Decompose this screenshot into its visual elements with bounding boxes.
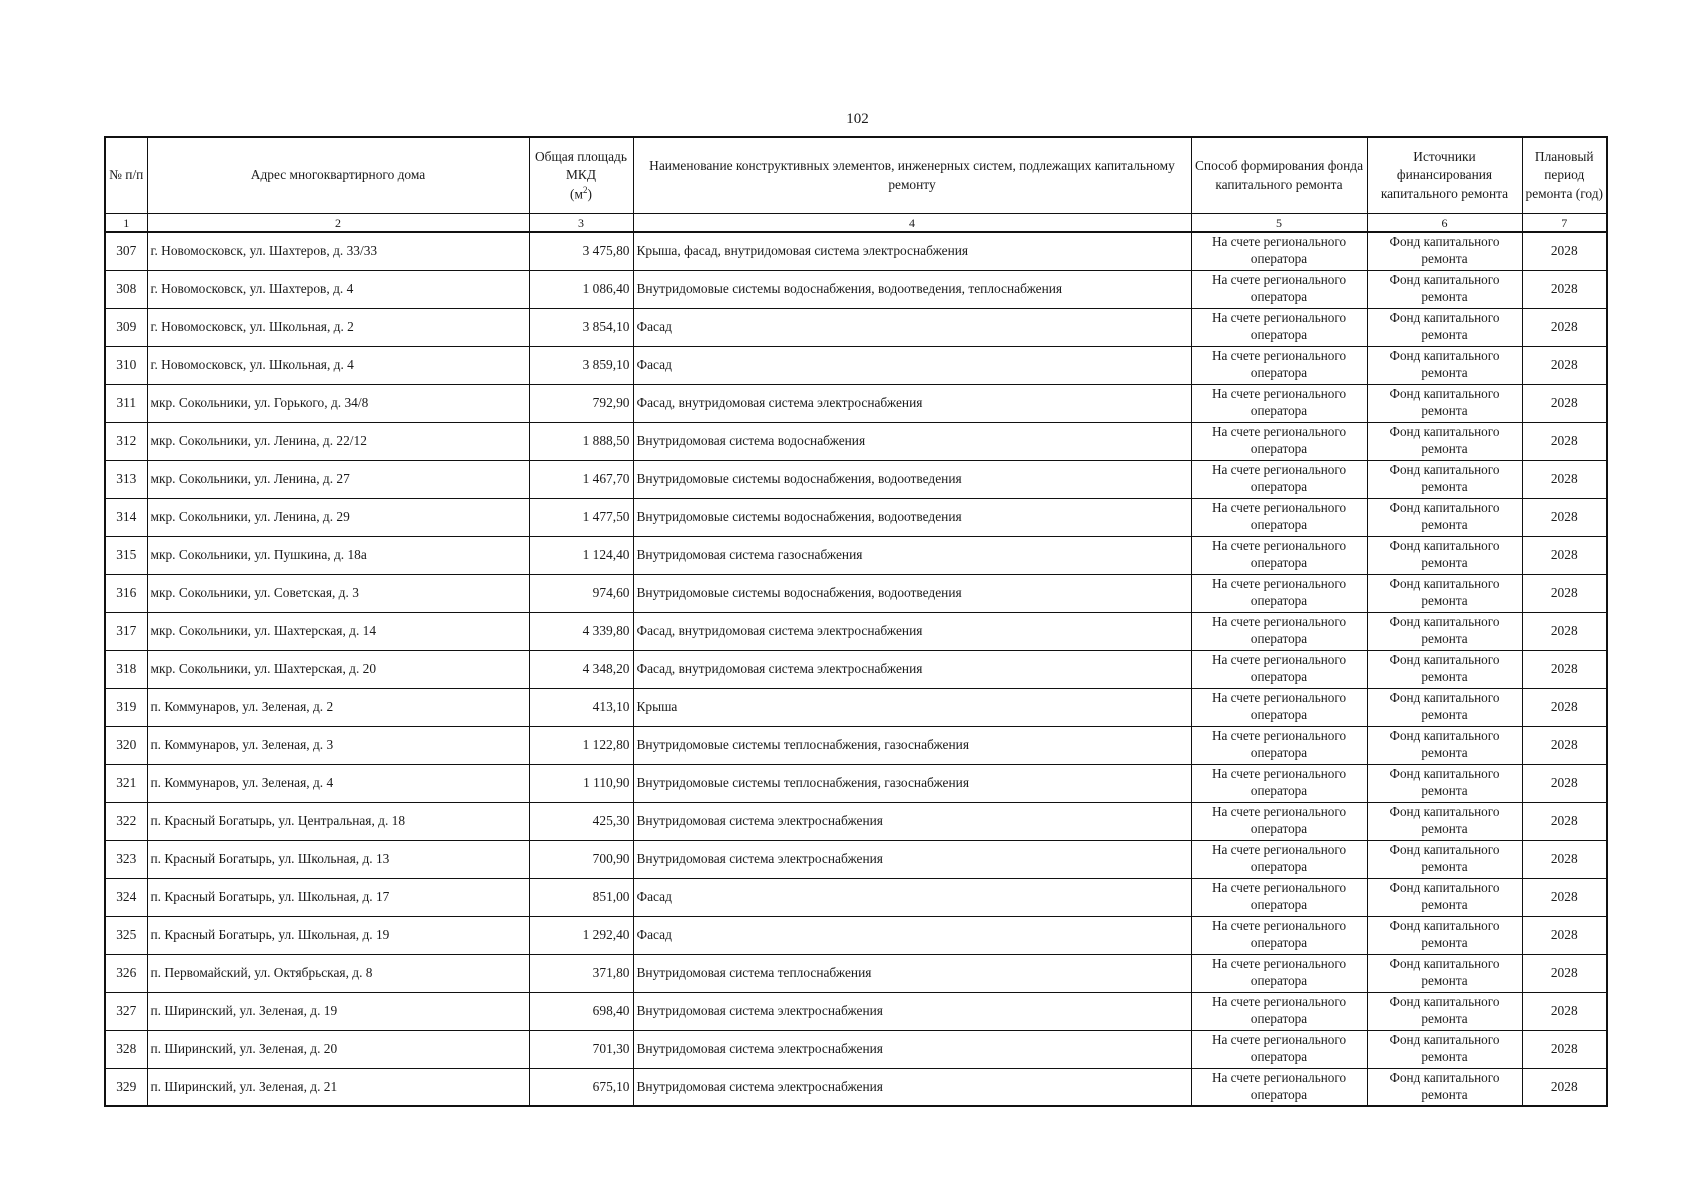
table-row	[105, 954, 1607, 992]
row-number: 309	[105, 308, 147, 346]
row-funding-source: Фонд капитального ремонта	[1367, 422, 1522, 460]
row-fund-method: На счете регионального оператора	[1191, 460, 1367, 498]
row-area: 3 475,80	[529, 232, 633, 270]
row-planned-year: 2028	[1522, 460, 1607, 498]
row-number: 322	[105, 802, 147, 840]
row-fund-method: На счете регионального оператора	[1191, 688, 1367, 726]
row-funding-source: Фонд капитального ремонта	[1367, 1030, 1522, 1068]
capital-repair-table	[104, 136, 1608, 1107]
row-address: мкр. Сокольники, ул. Советская, д. 3	[147, 574, 529, 612]
row-elements: Внутридомовые системы теплоснабжения, газоснабжения	[633, 726, 1191, 764]
row-area: 700,90	[529, 840, 633, 878]
row-area: 1 110,90	[529, 764, 633, 802]
header-fund-method: Способ формирования фонда капитального ремонта	[1191, 137, 1367, 214]
table-row	[105, 802, 1607, 840]
row-fund-method: На счете регионального оператора	[1191, 270, 1367, 308]
row-area: 1 467,70	[529, 460, 633, 498]
row-address: г. Новомосковск, ул. Шахтеров, д. 4	[147, 270, 529, 308]
table-row	[105, 916, 1607, 954]
row-funding-source: Фонд капитального ремонта	[1367, 916, 1522, 954]
row-elements: Внутридомовая система водоснабжения	[633, 422, 1191, 460]
row-number: 313	[105, 460, 147, 498]
row-elements: Внутридомовая система электроснабжения	[633, 1030, 1191, 1068]
row-elements: Фасад	[633, 346, 1191, 384]
row-number: 316	[105, 574, 147, 612]
row-elements: Крыша, фасад, внутридомовая система электроснабжения	[633, 232, 1191, 270]
row-planned-year: 2028	[1522, 384, 1607, 422]
table-row	[105, 498, 1607, 536]
row-number: 312	[105, 422, 147, 460]
row-fund-method: На счете регионального оператора	[1191, 498, 1367, 536]
table-row	[105, 308, 1607, 346]
page-number: 102	[846, 111, 869, 127]
row-planned-year: 2028	[1522, 270, 1607, 308]
row-number: 323	[105, 840, 147, 878]
row-area: 1 477,50	[529, 498, 633, 536]
row-elements: Фасад, внутридомовая система электроснабжения	[633, 650, 1191, 688]
row-elements: Фасад, внутридомовая система электроснабжения	[633, 612, 1191, 650]
header-num: № п/п	[105, 137, 147, 214]
table-row	[105, 346, 1607, 384]
row-fund-method: На счете регионального оператора	[1191, 916, 1367, 954]
row-funding-source: Фонд капитального ремонта	[1367, 802, 1522, 840]
row-address: п. Красный Богатырь, ул. Школьная, д. 13	[147, 840, 529, 878]
row-fund-method: На счете регионального оператора	[1191, 840, 1367, 878]
row-planned-year: 2028	[1522, 840, 1607, 878]
row-area: 1 122,80	[529, 726, 633, 764]
row-funding-source: Фонд капитального ремонта	[1367, 346, 1522, 384]
row-number: 327	[105, 992, 147, 1030]
row-area: 4 339,80	[529, 612, 633, 650]
row-planned-year: 2028	[1522, 802, 1607, 840]
row-fund-method: На счете регионального оператора	[1191, 650, 1367, 688]
row-address: п. Красный Богатырь, ул. Школьная, д. 17	[147, 878, 529, 916]
row-planned-year: 2028	[1522, 954, 1607, 992]
table-row	[105, 384, 1607, 422]
row-area: 3 859,10	[529, 346, 633, 384]
row-fund-method: На счете регионального оператора	[1191, 726, 1367, 764]
table-row	[105, 992, 1607, 1030]
row-elements: Фасад, внутридомовая система электроснабжения	[633, 384, 1191, 422]
row-planned-year: 2028	[1522, 346, 1607, 384]
row-elements: Внутридомовые системы водоснабжения, водоотведения	[633, 460, 1191, 498]
table-row	[105, 422, 1607, 460]
row-number: 326	[105, 954, 147, 992]
row-funding-source: Фонд капитального ремонта	[1367, 232, 1522, 270]
row-planned-year: 2028	[1522, 422, 1607, 460]
row-planned-year: 2028	[1522, 726, 1607, 764]
row-fund-method: На счете регионального оператора	[1191, 802, 1367, 840]
row-fund-method: На счете регионального оператора	[1191, 384, 1367, 422]
row-address: г. Новомосковск, ул. Школьная, д. 2	[147, 308, 529, 346]
row-number: 318	[105, 650, 147, 688]
row-address: г. Новомосковск, ул. Школьная, д. 4	[147, 346, 529, 384]
row-planned-year: 2028	[1522, 1068, 1607, 1106]
row-planned-year: 2028	[1522, 992, 1607, 1030]
row-funding-source: Фонд капитального ремонта	[1367, 498, 1522, 536]
row-area: 371,80	[529, 954, 633, 992]
row-planned-year: 2028	[1522, 574, 1607, 612]
row-address: п. Красный Богатырь, ул. Центральная, д. 18	[147, 802, 529, 840]
row-funding-source: Фонд капитального ремонта	[1367, 1068, 1522, 1106]
header-area-unit-base: (м	[570, 186, 583, 202]
table-row	[105, 878, 1607, 916]
row-planned-year: 2028	[1522, 764, 1607, 802]
row-elements: Внутридомовая система газоснабжения	[633, 536, 1191, 574]
column-number-row	[105, 214, 1607, 233]
row-area: 1 292,40	[529, 916, 633, 954]
table-row	[105, 688, 1607, 726]
header-period: Плановый период ремонта (год)	[1522, 137, 1607, 214]
row-address: мкр. Сокольники, ул. Горького, д. 34/8	[147, 384, 529, 422]
row-funding-source: Фонд капитального ремонта	[1367, 612, 1522, 650]
row-planned-year: 2028	[1522, 232, 1607, 270]
row-number: 329	[105, 1068, 147, 1106]
row-area: 4 348,20	[529, 650, 633, 688]
row-number: 325	[105, 916, 147, 954]
table-row	[105, 270, 1607, 308]
row-number: 319	[105, 688, 147, 726]
table-row	[105, 232, 1607, 270]
row-number: 314	[105, 498, 147, 536]
row-area: 1 124,40	[529, 536, 633, 574]
header-area	[529, 137, 633, 214]
table-row	[105, 650, 1607, 688]
row-address: п. Первомайский, ул. Октябрьская, д. 8	[147, 954, 529, 992]
row-elements: Внутридомовые системы водоснабжения, водоотведения, теплоснабжения	[633, 270, 1191, 308]
header-address: Адрес многоквартирного дома	[147, 137, 529, 214]
row-number: 308	[105, 270, 147, 308]
table-body	[105, 232, 1607, 1106]
row-area: 425,30	[529, 802, 633, 840]
table-header-row	[105, 137, 1607, 214]
row-elements: Внутридомовая система теплоснабжения	[633, 954, 1191, 992]
table-row	[105, 612, 1607, 650]
row-funding-source: Фонд капитального ремонта	[1367, 878, 1522, 916]
row-address: мкр. Сокольники, ул. Ленина, д. 27	[147, 460, 529, 498]
row-planned-year: 2028	[1522, 498, 1607, 536]
table-row	[105, 1030, 1607, 1068]
row-elements: Фасад	[633, 308, 1191, 346]
row-elements: Крыша	[633, 688, 1191, 726]
row-elements: Внутридомовая система электроснабжения	[633, 840, 1191, 878]
column-number: 1	[105, 214, 147, 233]
row-planned-year: 2028	[1522, 688, 1607, 726]
row-number: 310	[105, 346, 147, 384]
row-elements: Внутридомовая система электроснабжения	[633, 802, 1191, 840]
row-address: мкр. Сокольники, ул. Пушкина, д. 18а	[147, 536, 529, 574]
header-area-unit-close: )	[587, 186, 592, 202]
row-area: 1 086,40	[529, 270, 633, 308]
row-elements: Внутридомовые системы водоснабжения, водоотведения	[633, 574, 1191, 612]
row-planned-year: 2028	[1522, 536, 1607, 574]
header-elements: Наименование конструктивных элементов, инженерных систем, подлежащих капитальному ремонту	[633, 137, 1191, 214]
row-fund-method: На счете регионального оператора	[1191, 422, 1367, 460]
row-area: 701,30	[529, 1030, 633, 1068]
row-fund-method: На счете регионального оператора	[1191, 992, 1367, 1030]
row-address: мкр. Сокольники, ул. Ленина, д. 29	[147, 498, 529, 536]
header-sources: Источники финансирования капитального ремонта	[1367, 137, 1522, 214]
row-area: 974,60	[529, 574, 633, 612]
row-area: 3 854,10	[529, 308, 633, 346]
row-address: г. Новомосковск, ул. Шахтеров, д. 33/33	[147, 232, 529, 270]
row-funding-source: Фонд капитального ремонта	[1367, 270, 1522, 308]
table-row	[105, 764, 1607, 802]
row-fund-method: На счете регионального оператора	[1191, 1030, 1367, 1068]
row-address: п. Ширинский, ул. Зеленая, д. 21	[147, 1068, 529, 1106]
row-planned-year: 2028	[1522, 916, 1607, 954]
row-address: п. Ширинский, ул. Зеленая, д. 20	[147, 1030, 529, 1068]
table-row	[105, 840, 1607, 878]
row-elements: Фасад	[633, 916, 1191, 954]
row-fund-method: На счете регионального оператора	[1191, 536, 1367, 574]
table-row	[105, 536, 1607, 574]
row-area: 792,90	[529, 384, 633, 422]
row-elements: Внутридомовые системы водоснабжения, водоотведения	[633, 498, 1191, 536]
row-number: 311	[105, 384, 147, 422]
row-planned-year: 2028	[1522, 650, 1607, 688]
row-address: мкр. Сокольники, ул. Шахтерская, д. 20	[147, 650, 529, 688]
row-funding-source: Фонд капитального ремонта	[1367, 536, 1522, 574]
table-row	[105, 726, 1607, 764]
row-number: 324	[105, 878, 147, 916]
row-area: 413,10	[529, 688, 633, 726]
row-address: п. Коммунаров, ул. Зеленая, д. 3	[147, 726, 529, 764]
row-address: п. Ширинский, ул. Зеленая, д. 19	[147, 992, 529, 1030]
row-funding-source: Фонд капитального ремонта	[1367, 460, 1522, 498]
row-address: п. Коммунаров, ул. Зеленая, д. 4	[147, 764, 529, 802]
column-number: 5	[1191, 214, 1367, 233]
row-number: 317	[105, 612, 147, 650]
row-fund-method: На счете регионального оператора	[1191, 878, 1367, 916]
row-elements: Внутридомовая система электроснабжения	[633, 992, 1191, 1030]
row-funding-source: Фонд капитального ремонта	[1367, 954, 1522, 992]
header-area-label: Общая площадь МКД	[535, 148, 627, 182]
row-number: 307	[105, 232, 147, 270]
row-address: мкр. Сокольники, ул. Шахтерская, д. 14	[147, 612, 529, 650]
row-number: 315	[105, 536, 147, 574]
row-area: 698,40	[529, 992, 633, 1030]
table-row	[105, 574, 1607, 612]
row-planned-year: 2028	[1522, 878, 1607, 916]
row-area: 675,10	[529, 1068, 633, 1106]
row-funding-source: Фонд капитального ремонта	[1367, 384, 1522, 422]
row-fund-method: На счете регионального оператора	[1191, 612, 1367, 650]
row-number: 328	[105, 1030, 147, 1068]
row-number: 321	[105, 764, 147, 802]
row-fund-method: На счете регионального оператора	[1191, 1068, 1367, 1106]
row-elements: Фасад	[633, 878, 1191, 916]
row-funding-source: Фонд капитального ремонта	[1367, 574, 1522, 612]
row-elements: Внутридомовые системы теплоснабжения, газоснабжения	[633, 764, 1191, 802]
row-funding-source: Фонд капитального ремонта	[1367, 308, 1522, 346]
row-fund-method: На счете регионального оператора	[1191, 954, 1367, 992]
row-funding-source: Фонд капитального ремонта	[1367, 764, 1522, 802]
row-funding-source: Фонд капитального ремонта	[1367, 688, 1522, 726]
row-address: мкр. Сокольники, ул. Ленина, д. 22/12	[147, 422, 529, 460]
row-fund-method: На счете регионального оператора	[1191, 308, 1367, 346]
row-planned-year: 2028	[1522, 308, 1607, 346]
row-funding-source: Фонд капитального ремонта	[1367, 992, 1522, 1030]
row-planned-year: 2028	[1522, 612, 1607, 650]
row-elements: Внутридомовая система электроснабжения	[633, 1068, 1191, 1106]
row-address: п. Коммунаров, ул. Зеленая, д. 2	[147, 688, 529, 726]
column-number: 6	[1367, 214, 1522, 233]
table-row	[105, 460, 1607, 498]
row-funding-source: Фонд капитального ремонта	[1367, 840, 1522, 878]
row-area: 1 888,50	[529, 422, 633, 460]
row-number: 320	[105, 726, 147, 764]
header-area-unit-sup: 2	[582, 184, 588, 195]
row-fund-method: На счете регионального оператора	[1191, 346, 1367, 384]
row-fund-method: На счете регионального оператора	[1191, 574, 1367, 612]
row-fund-method: На счете регионального оператора	[1191, 764, 1367, 802]
column-number: 4	[633, 214, 1191, 233]
row-planned-year: 2028	[1522, 1030, 1607, 1068]
column-number: 2	[147, 214, 529, 233]
column-number: 7	[1522, 214, 1607, 233]
row-funding-source: Фонд капитального ремонта	[1367, 650, 1522, 688]
row-address: п. Красный Богатырь, ул. Школьная, д. 19	[147, 916, 529, 954]
row-fund-method: На счете регионального оператора	[1191, 232, 1367, 270]
row-area: 851,00	[529, 878, 633, 916]
table-row	[105, 1068, 1607, 1106]
column-number: 3	[529, 214, 633, 233]
row-funding-source: Фонд капитального ремонта	[1367, 726, 1522, 764]
